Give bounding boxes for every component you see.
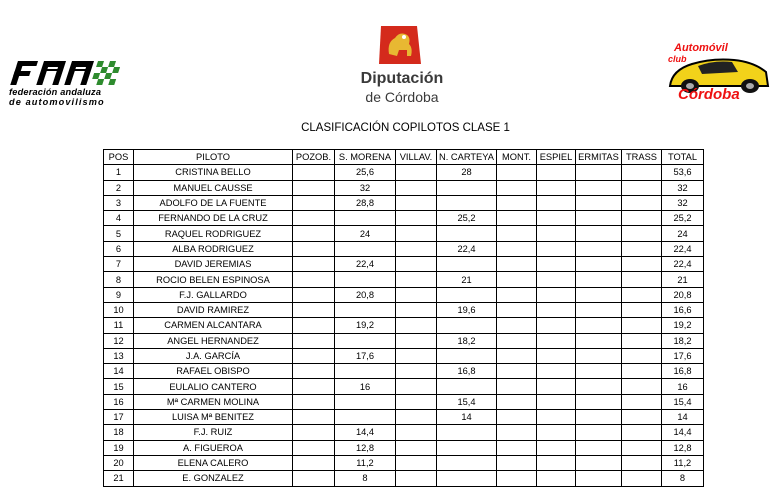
cell-espiel [537, 440, 576, 455]
cell-nueva-carteya [437, 440, 497, 455]
cell-villaviciosa [396, 180, 437, 195]
cell-montilla [497, 195, 537, 210]
cell-espiel [537, 318, 576, 333]
cell-pos: 3 [104, 195, 134, 210]
diputacion-logo-line1: Diputación [360, 70, 444, 87]
cell-sierra-morena [335, 272, 396, 287]
cell-pos: 11 [104, 318, 134, 333]
cell-pozoblanco [293, 226, 335, 241]
automovil-club-logo [662, 40, 772, 106]
cell-nueva-carteya [437, 257, 497, 272]
cell-ermitas [576, 471, 622, 486]
cell-pos: 20 [104, 455, 134, 470]
table-body [104, 165, 704, 486]
column-header-pos: POS [104, 150, 134, 165]
cell-montilla [497, 287, 537, 302]
cell-sierra-morena [335, 211, 396, 226]
cell-espiel [537, 226, 576, 241]
cell-nueva-carteya: 18,2 [437, 333, 497, 348]
table-row [104, 379, 704, 394]
cell-pozoblanco [293, 318, 335, 333]
cell-espiel [537, 379, 576, 394]
cell-pozoblanco [293, 471, 335, 486]
cell-pos: 6 [104, 241, 134, 256]
cell-ermitas [576, 195, 622, 210]
cell-pozoblanco [293, 440, 335, 455]
cell-ermitas [576, 272, 622, 287]
cell-piloto: LUISA Mª BENITEZ [134, 410, 293, 425]
table-row [104, 425, 704, 440]
table-row [104, 440, 704, 455]
cell-total: 8 [662, 471, 704, 486]
cell-villaviciosa [396, 257, 437, 272]
table-row [104, 348, 704, 363]
cell-nueva-carteya [437, 471, 497, 486]
cell-sierra-morena: 22,4 [335, 257, 396, 272]
column-header-sierra-morena: S. MORENA [335, 150, 396, 165]
cell-pozoblanco [293, 425, 335, 440]
cell-espiel [537, 364, 576, 379]
cell-pozoblanco [293, 410, 335, 425]
cell-total: 53,6 [662, 165, 704, 180]
cell-piloto: E. GONZALEZ [134, 471, 293, 486]
cell-piloto: F.J. GALLARDO [134, 287, 293, 302]
table-row [104, 333, 704, 348]
cell-sierra-morena: 25,6 [335, 165, 396, 180]
cell-total: 32 [662, 195, 704, 210]
cell-ermitas [576, 425, 622, 440]
cell-pozoblanco [293, 379, 335, 394]
cell-villaviciosa [396, 333, 437, 348]
cell-trassierra [622, 287, 662, 302]
cell-espiel [537, 348, 576, 363]
cell-pozoblanco [293, 165, 335, 180]
cell-villaviciosa [396, 410, 437, 425]
cell-piloto: A. FIGUEROA [134, 440, 293, 455]
cell-trassierra [622, 348, 662, 363]
cell-ermitas [576, 165, 622, 180]
lion-emblem-icon [377, 24, 423, 66]
cell-piloto: Mª CARMEN MOLINA [134, 394, 293, 409]
cell-nueva-carteya [437, 348, 497, 363]
cell-pos: 7 [104, 257, 134, 272]
page-title: CLASIFICACIÓN COPILOTOS CLASE 1 [301, 122, 510, 134]
cell-sierra-morena [335, 364, 396, 379]
cell-ermitas [576, 379, 622, 394]
cell-sierra-morena: 28,8 [335, 195, 396, 210]
cell-espiel [537, 180, 576, 195]
cell-pos: 10 [104, 302, 134, 317]
cell-trassierra [622, 318, 662, 333]
cell-espiel [537, 410, 576, 425]
cell-trassierra [622, 410, 662, 425]
cell-nueva-carteya: 19,6 [437, 302, 497, 317]
cell-nueva-carteya: 25,2 [437, 211, 497, 226]
cell-total: 18,2 [662, 333, 704, 348]
cell-nueva-carteya [437, 455, 497, 470]
cell-total: 16 [662, 379, 704, 394]
cell-trassierra [622, 302, 662, 317]
cell-pos: 4 [104, 211, 134, 226]
cell-pozoblanco [293, 287, 335, 302]
column-header-pozoblanco: POZOB. [293, 150, 335, 165]
cell-montilla [497, 394, 537, 409]
cell-total: 32 [662, 180, 704, 195]
cell-nueva-carteya: 22,4 [437, 241, 497, 256]
cell-ermitas [576, 287, 622, 302]
cell-espiel [537, 302, 576, 317]
cell-trassierra [622, 272, 662, 287]
club-logo-line3: Córdoba [678, 86, 740, 103]
cell-sierra-morena: 12,8 [335, 440, 396, 455]
cell-piloto: EULALIO CANTERO [134, 379, 293, 394]
cell-nueva-carteya: 28 [437, 165, 497, 180]
cell-trassierra [622, 440, 662, 455]
cell-sierra-morena: 20,8 [335, 287, 396, 302]
cell-montilla [497, 211, 537, 226]
column-header-piloto: PILOTO [134, 150, 293, 165]
cell-total: 19,2 [662, 318, 704, 333]
column-header-espiel: ESPIEL [537, 150, 576, 165]
cell-pozoblanco [293, 241, 335, 256]
cell-montilla [497, 241, 537, 256]
cell-trassierra [622, 195, 662, 210]
cell-montilla [497, 318, 537, 333]
cell-espiel [537, 287, 576, 302]
cell-espiel [537, 455, 576, 470]
club-logo-line1: Automóvil [674, 42, 728, 54]
cell-pos: 15 [104, 379, 134, 394]
table-row [104, 165, 704, 180]
table-row [104, 226, 704, 241]
cell-montilla [497, 302, 537, 317]
cell-pos: 9 [104, 287, 134, 302]
cell-ermitas [576, 318, 622, 333]
faa-logo-line2: de automovilismo [9, 97, 105, 107]
cell-villaviciosa [396, 287, 437, 302]
cell-total: 16,6 [662, 302, 704, 317]
cell-trassierra [622, 455, 662, 470]
cell-pos: 2 [104, 180, 134, 195]
cell-piloto: MANUEL CAUSSE [134, 180, 293, 195]
column-header-ermitas: ERMITAS [576, 150, 622, 165]
cell-pos: 12 [104, 333, 134, 348]
cell-piloto: CARMEN ALCANTARA [134, 318, 293, 333]
cell-montilla [497, 440, 537, 455]
cell-nueva-carteya: 15,4 [437, 394, 497, 409]
cell-nueva-carteya [437, 318, 497, 333]
cell-total: 11,2 [662, 455, 704, 470]
cell-pozoblanco [293, 333, 335, 348]
cell-pos: 8 [104, 272, 134, 287]
cell-total: 21 [662, 272, 704, 287]
cell-montilla [497, 180, 537, 195]
cell-trassierra [622, 257, 662, 272]
cell-ermitas [576, 211, 622, 226]
cell-piloto: ANGEL HERNANDEZ [134, 333, 293, 348]
table-row [104, 471, 704, 486]
cell-total: 20,8 [662, 287, 704, 302]
cell-nueva-carteya: 16,8 [437, 364, 497, 379]
cell-montilla [497, 257, 537, 272]
cell-sierra-morena: 14,4 [335, 425, 396, 440]
cell-villaviciosa [396, 241, 437, 256]
cell-ermitas [576, 241, 622, 256]
cell-montilla [497, 165, 537, 180]
cell-piloto: F.J. RUIZ [134, 425, 293, 440]
cell-pos: 1 [104, 165, 134, 180]
table-row [104, 195, 704, 210]
cell-ermitas [576, 226, 622, 241]
cell-piloto: RAFAEL OBISPO [134, 364, 293, 379]
cell-piloto: FERNANDO DE LA CRUZ [134, 211, 293, 226]
cell-pos: 16 [104, 394, 134, 409]
cell-ermitas [576, 410, 622, 425]
cell-ermitas [576, 455, 622, 470]
cell-pozoblanco [293, 364, 335, 379]
cell-villaviciosa [396, 440, 437, 455]
cell-montilla [497, 425, 537, 440]
cell-villaviciosa [396, 226, 437, 241]
cell-villaviciosa [396, 455, 437, 470]
cell-montilla [497, 272, 537, 287]
cell-ermitas [576, 364, 622, 379]
cell-villaviciosa [396, 195, 437, 210]
faa-logo [5, 58, 131, 110]
cell-pos: 18 [104, 425, 134, 440]
cell-ermitas [576, 333, 622, 348]
cell-pozoblanco [293, 211, 335, 226]
cell-piloto: ELENA CALERO [134, 455, 293, 470]
cell-ermitas [576, 348, 622, 363]
cell-sierra-morena [335, 394, 396, 409]
table-row [104, 257, 704, 272]
cell-pozoblanco [293, 180, 335, 195]
table-row [104, 318, 704, 333]
cell-trassierra [622, 165, 662, 180]
cell-ermitas [576, 180, 622, 195]
cell-villaviciosa [396, 211, 437, 226]
cell-trassierra [622, 364, 662, 379]
cell-piloto: DAVID RAMIREZ [134, 302, 293, 317]
cell-trassierra [622, 211, 662, 226]
cell-pos: 19 [104, 440, 134, 455]
table-row [104, 272, 704, 287]
cell-ermitas [576, 440, 622, 455]
cell-pozoblanco [293, 348, 335, 363]
cell-nueva-carteya [437, 425, 497, 440]
cell-sierra-morena [335, 333, 396, 348]
cell-villaviciosa [396, 348, 437, 363]
cell-sierra-morena: 11,2 [335, 455, 396, 470]
cell-piloto: ADOLFO DE LA FUENTE [134, 195, 293, 210]
cell-trassierra [622, 180, 662, 195]
cell-sierra-morena: 19,2 [335, 318, 396, 333]
cell-piloto: RAQUEL RODRIGUEZ [134, 226, 293, 241]
cell-total: 22,4 [662, 257, 704, 272]
cell-total: 12,8 [662, 440, 704, 455]
cell-trassierra [622, 333, 662, 348]
table-row [104, 410, 704, 425]
cell-pozoblanco [293, 394, 335, 409]
column-header-trassierra: TRASS [622, 150, 662, 165]
cell-villaviciosa [396, 471, 437, 486]
cell-total: 25,2 [662, 211, 704, 226]
cell-trassierra [622, 241, 662, 256]
table-row [104, 287, 704, 302]
table-row [104, 302, 704, 317]
cell-pos: 13 [104, 348, 134, 363]
cell-nueva-carteya [437, 226, 497, 241]
cell-nueva-carteya: 21 [437, 272, 497, 287]
page-title-wrapper [0, 122, 779, 134]
cell-piloto: ALBA RODRIGUEZ [134, 241, 293, 256]
diputacion-logo-line2: de Córdoba [365, 89, 439, 105]
cell-piloto: J.A. GARCÍA [134, 348, 293, 363]
cell-villaviciosa [396, 394, 437, 409]
table-header-row [104, 150, 704, 165]
club-logo-line2: club [668, 54, 687, 64]
cell-piloto: DAVID JEREMIAS [134, 257, 293, 272]
cell-pos: 21 [104, 471, 134, 486]
column-header-nueva-carteya: N. CARTEYA [437, 150, 497, 165]
cell-total: 14 [662, 410, 704, 425]
cell-ermitas [576, 257, 622, 272]
cell-trassierra [622, 379, 662, 394]
cell-nueva-carteya: 14 [437, 410, 497, 425]
cell-nueva-carteya [437, 195, 497, 210]
cell-piloto: ROCIO BELEN ESPINOSA [134, 272, 293, 287]
cell-villaviciosa [396, 272, 437, 287]
cell-villaviciosa [396, 165, 437, 180]
cell-pos: 17 [104, 410, 134, 425]
cell-nueva-carteya [437, 379, 497, 394]
cell-montilla [497, 410, 537, 425]
classification-table [103, 149, 704, 487]
cell-espiel [537, 165, 576, 180]
column-header-villaviciosa: VILLAV. [396, 150, 437, 165]
cell-espiel [537, 425, 576, 440]
cell-montilla [497, 333, 537, 348]
cell-sierra-morena: 8 [335, 471, 396, 486]
cell-montilla [497, 455, 537, 470]
cell-trassierra [622, 425, 662, 440]
cell-pozoblanco [293, 257, 335, 272]
cell-villaviciosa [396, 302, 437, 317]
cell-espiel [537, 272, 576, 287]
cell-villaviciosa [396, 425, 437, 440]
cell-total: 16,8 [662, 364, 704, 379]
table-row [104, 211, 704, 226]
cell-espiel [537, 333, 576, 348]
cell-espiel [537, 241, 576, 256]
faa-logo-line1: federación andaluza [9, 87, 102, 97]
cell-pozoblanco [293, 302, 335, 317]
cell-sierra-morena [335, 302, 396, 317]
cell-pozoblanco [293, 455, 335, 470]
column-header-total: TOTAL [662, 150, 704, 165]
cell-piloto: CRISTINA BELLO [134, 165, 293, 180]
table-row [104, 455, 704, 470]
cell-total: 22,4 [662, 241, 704, 256]
cell-villaviciosa [396, 379, 437, 394]
cell-pos: 5 [104, 226, 134, 241]
cell-sierra-morena [335, 410, 396, 425]
cell-villaviciosa [396, 364, 437, 379]
cell-sierra-morena: 17,6 [335, 348, 396, 363]
cell-nueva-carteya [437, 180, 497, 195]
table-row [104, 364, 704, 379]
table-row [104, 394, 704, 409]
cell-espiel [537, 257, 576, 272]
cell-total: 17,6 [662, 348, 704, 363]
column-header-montilla: MONT. [497, 150, 537, 165]
cell-villaviciosa [396, 318, 437, 333]
cell-pos: 14 [104, 364, 134, 379]
cell-montilla [497, 364, 537, 379]
cell-montilla [497, 379, 537, 394]
cell-trassierra [622, 471, 662, 486]
cell-sierra-morena: 24 [335, 226, 396, 241]
cell-pozoblanco [293, 195, 335, 210]
cell-nueva-carteya [437, 287, 497, 302]
diputacion-logo [352, 24, 452, 104]
cell-sierra-morena: 32 [335, 180, 396, 195]
cell-trassierra [622, 394, 662, 409]
cell-trassierra [622, 226, 662, 241]
faa-checkered-icon [5, 58, 127, 86]
cell-montilla [497, 226, 537, 241]
cell-sierra-morena [335, 241, 396, 256]
cell-montilla [497, 348, 537, 363]
cell-total: 24 [662, 226, 704, 241]
cell-ermitas [576, 394, 622, 409]
table-row [104, 180, 704, 195]
cell-espiel [537, 471, 576, 486]
cell-espiel [537, 195, 576, 210]
cell-pozoblanco [293, 272, 335, 287]
cell-montilla [497, 471, 537, 486]
cell-espiel [537, 211, 576, 226]
cell-total: 14,4 [662, 425, 704, 440]
cell-sierra-morena: 16 [335, 379, 396, 394]
cell-ermitas [576, 302, 622, 317]
table-row [104, 241, 704, 256]
cell-total: 15,4 [662, 394, 704, 409]
cell-espiel [537, 394, 576, 409]
